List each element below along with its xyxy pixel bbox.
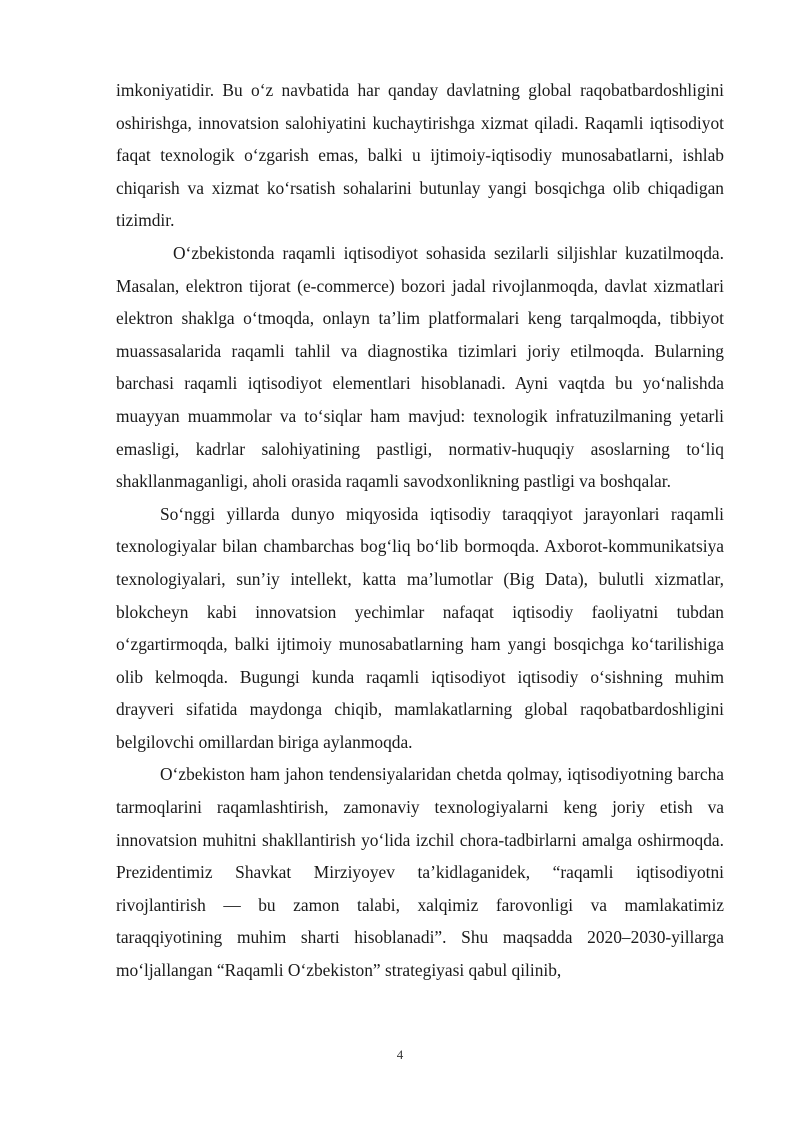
paragraph-digital-strategy: O‘zbekiston ham jahon tendensiyalaridan chetda qolmay, iqtisodiyotning barcha tarmoqlarini raqamlashtirish, zamonaviy texnologiyalarni keng joriy etish va innovatsion muhitni shakllantirish yo‘lida izchil chora-tadbirlarni amalga oshirmoqda. Prezidentimiz Shavkat Mirziyoyev ta’kidlaganidek, “raqamli iqtisodiyotni rivojlantirish — bu zamon talabi, xalqimiz farovonligi va mamlakatimiz taraqqiyotining muhim sharti hisoblanadi”. Shu maqsadda 2020–2030-yillarga mo‘ljallangan “Raqamli O‘zbekiston” strategiyasi qabul qilinib, (116, 764, 724, 981)
paragraph-uzbekistan-shifts: O‘zbekistonda raqamli iqtisodiyot sohasida sezilarli siljishlar kuzatilmoqda. Masalan, elektron tijorat (e-commerce) bozori jadal rivojlanmoqda, davlat xizmatlari elektron shaklga o‘tmoqda, onlayn ta’lim platformalari keng tarqalmoqda, tibbiyot muassasalarida raqamli tahlil va diagnostika tizimlari joriy etilmoqda. Bularning barchasi raqamli iqtisodiyot elementlari hisoblanadi. Ayni vaqtda bu yo‘nalishda muayyan muammolar va to‘siqlar ham mavjud: texnologik infratuzilmaning yetarli emasligi, kadrlar salohiyatining pastligi, normativ-huquqiy asoslarning to‘liq shakllanmaganligi, aholi orasida raqamli savodxonlikning pastligi va boshqalar. (116, 242, 724, 492)
paragraph-continued: imkoniyatidir. Bu o‘z navbatida har qanday davlatning global raqobatbardoshligini oshirishga, innovatsion salohiyatini kuchaytirishga xizmat qiladi. Raqamli iqtisodiyot faqat texnologik o‘zgarish emas, balki u ijtimoiy-iqtisodiy munosabatlarni, ishlab chiqarish va xizmat ko‘rsatish sohalarini butunlay yangi bosqichga olib chiqadigan tizimdir. (116, 80, 724, 231)
paragraph-global-trends: So‘nggi yillarda dunyo miqyosida iqtisodiy taraqqiyot jarayonlari raqamli texnologiyalar bilan chambarchas bog‘liq bo‘lib bormoqda. Axborot-kommunikatsiya texnologiyalari, sun’iy intellekt, katta ma’lumotlar (Big Data), bulutli xizmatlar, blokcheyn kabi innovatsion yechimlar nafaqat iqtisodiy faoliyatni tubdan o‘zgartirmoqda, balki ijtimoiy munosabatlarning ham yangi bosqichga ko‘tarilishiga olib kelmoqda. Bugungi kunda raqamli iqtisodiyot iqtisodiy o‘sishning muhim drayveri sifatida maydonga chiqib, mamlakatlarning global raqobatbardoshligini belgilovchi omillardan biriga aylanmoqda. (116, 503, 724, 752)
body-text (116, 74, 724, 987)
page-number: 4 (396, 1047, 404, 1062)
